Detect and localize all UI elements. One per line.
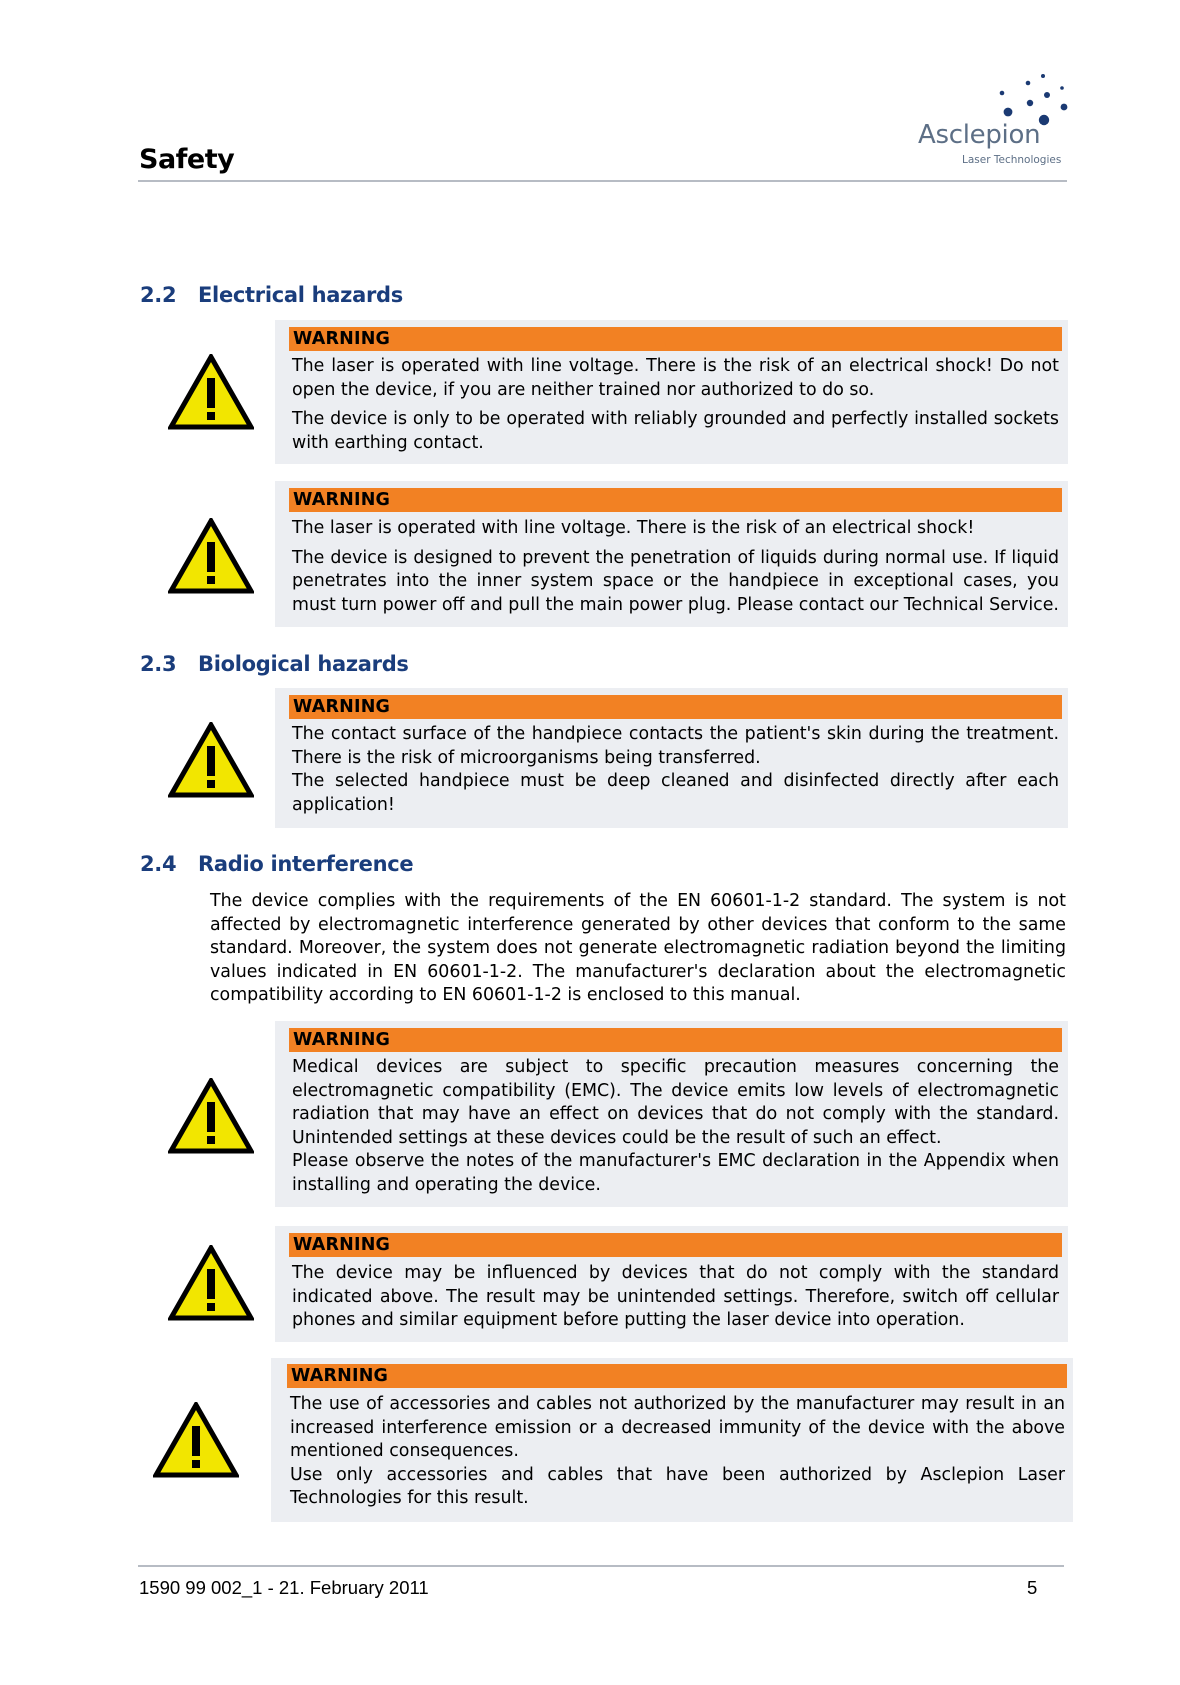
warning-paragraph: The device may be influenced by devices that do not comply with the standard indicated above. The result may be unintended settings. Therefore, switch off cellular phones and similar equipment before putting the laser device into operation. [292,1263,1059,1331]
footer-divider [138,1565,1064,1567]
warning-paragraph: The use of accessories and cables not authorized by the manufacturer may result in an increased interference emission or a decreased immunity of the device with the above mentioned consequences. [290,1394,1065,1462]
section-heading-2-2 [140,283,540,313]
warning-paragraph: Please observe the notes of the manufacturer's EMC declaration in the Appendix when installing and operating the device. [292,1151,1059,1195]
warning-triangle-icon [168,1245,254,1321]
warning-label: WARNING [293,1030,391,1050]
warning-box [271,1358,1073,1522]
section-number: 2.3 [140,652,177,676]
company-logo [900,70,1070,170]
warning-text [292,517,1059,617]
logo-name: Asclepion [918,120,1041,150]
warning-triangle-icon [168,354,254,430]
warning-text [292,1262,1059,1333]
section-heading-2-4 [140,852,540,882]
section-title: Biological hazards [198,652,409,676]
warning-box [275,1021,1068,1207]
page-header-title: Safety [139,144,235,175]
warning-box [275,320,1068,464]
section-title: Electrical hazards [198,283,403,307]
logo-tagline: Laser Technologies [962,154,1062,166]
warning-text [290,1393,1065,1511]
warning-triangle-icon [168,518,254,594]
footer-document-reference: 1590 99 002_1 - 21. February 2011 [139,1577,429,1598]
section-heading-2-3 [140,652,540,682]
header-divider [138,180,1067,182]
section-number: 2.4 [140,852,177,876]
footer-page-number: 5 [1027,1577,1038,1598]
warning-text [292,723,1059,817]
warning-label: WARNING [291,1366,389,1386]
warning-label: WARNING [293,490,391,510]
section-number: 2.2 [140,283,177,307]
warning-label-bar [289,695,1062,719]
warning-label-bar [289,488,1062,512]
warning-label: WARNING [293,329,391,349]
warning-text [292,1056,1059,1198]
warning-paragraph: The device is designed to prevent the penetration of liquids during normal use. If liquid penetrates into the inner system space or the handpiece in exceptional cases, you must turn power off and pull the main power plug. Please contact our Technical Service. [292,547,1059,615]
warning-label-bar [289,327,1062,351]
warning-box [275,1226,1068,1342]
warning-label-bar [287,1364,1067,1388]
warning-triangle-icon [168,1078,254,1154]
warning-paragraph: Use only accessories and cables that have been authorized by Asclepion Laser Technologies for this result. [290,1464,1065,1509]
warning-paragraph: Medical devices are subject to specific precaution measures concerning the electromagnetic compatibility (EMC). The device emits low levels of electromagnetic radiation that may have an effect on devices that do not comply with the standard. Unintended settings at these devices could be the result of such an effect. [292,1057,1059,1148]
warning-paragraph: The laser is operated with line voltage. There is the risk of an electrical shock! [292,518,975,538]
warning-label-bar [289,1028,1062,1052]
warning-text [292,355,1059,455]
warning-label: WARNING [293,1235,391,1255]
warning-box [275,688,1068,828]
warning-paragraph: The selected handpiece must be deep cleaned and disinfected directly after each application! [292,771,1059,815]
warning-label-bar [289,1233,1062,1257]
body-paragraph: The device complies with the requirements of the EN 60601-1-2 standard. The system is not affected by electromagnetic interference generated by other devices that conform to the same standard. Moreover, the system does not generate electromagnetic radiation beyond the limiting values indicated in EN 60601-1-2. The manufacturer's declaration about the electromagnetic compatibility according to EN 60601-1-2 is enclosed to this manual. [210,891,1066,1006]
warning-triangle-icon [153,1402,239,1478]
warning-triangle-icon [168,722,254,798]
warning-paragraph: The laser is operated with line voltage. There is the risk of an electrical shock! Do not open the device, if you are neither trained nor authorized to do so. [292,356,1059,400]
section-title: Radio interference [198,852,414,876]
warning-label: WARNING [293,697,391,717]
warning-paragraph: The contact surface of the handpiece contacts the patient's skin during the treatment. There is the risk of microorganisms being transferred. [292,724,1059,768]
warning-paragraph: The device is only to be operated with reliably grounded and perfectly installed sockets with earthing contact. [292,409,1059,453]
warning-box [275,481,1068,627]
